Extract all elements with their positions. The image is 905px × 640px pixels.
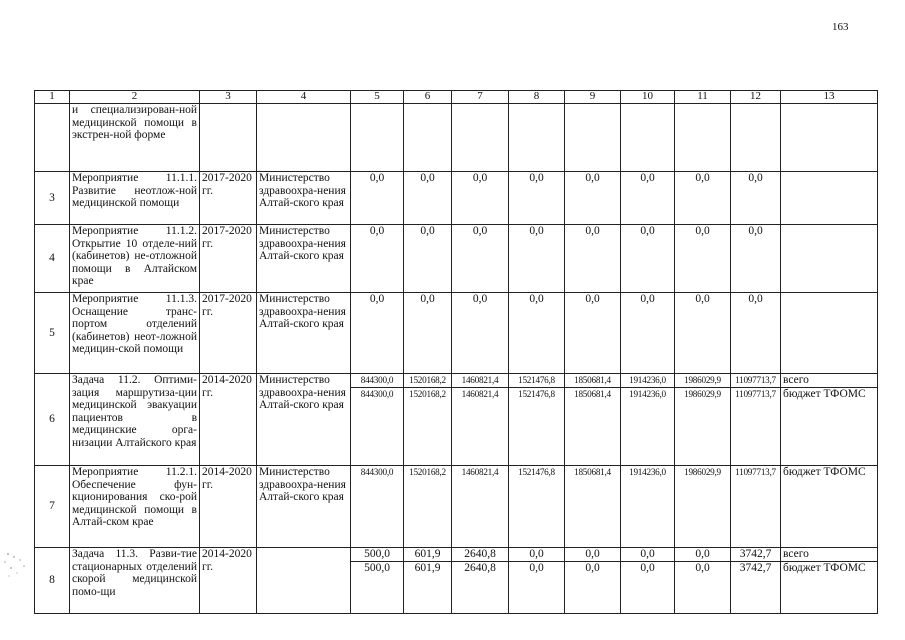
value-cell: 0,0 (731, 172, 781, 225)
value-tfoms: 1914236,0 (621, 387, 675, 401)
value-cell (509, 548, 565, 614)
header-row (35, 91, 878, 104)
value-cell: 0,0 (565, 293, 621, 374)
row-title: и специализирован-ной медицинской помощи в экстрен-ной форме (70, 104, 200, 172)
row-number: 8 (35, 548, 70, 614)
value-cell (351, 548, 404, 614)
header-cell: 9 (565, 91, 621, 104)
value-total: 1986029,9 (684, 375, 721, 385)
row-executor: Министерство здравоохра-нения Алтай-ского края (257, 172, 351, 225)
value-cell (675, 548, 731, 614)
value-tfoms: 0,0 (509, 561, 564, 575)
value-cell: 1521476,8 (509, 466, 565, 548)
value-cell: 0,0 (509, 293, 565, 374)
value-cell: 1914236,0 (621, 466, 675, 548)
value-total: 3742,7 (739, 548, 772, 560)
value-cell: 1460821,4 (452, 466, 509, 548)
header-cell: 11 (675, 91, 731, 104)
table-row (35, 172, 878, 225)
row-number (35, 104, 70, 172)
header-cell: 7 (452, 91, 509, 104)
row-title: Мероприятие 11.1.2. Открытие 10 отделе-ний (кабинетов) не-отложной помощи в Алтайском крае (70, 225, 200, 293)
value-total: 1914236,0 (629, 375, 666, 385)
value-cell (351, 104, 404, 172)
header-cell: 2 (70, 91, 200, 104)
value-cell: 0,0 (509, 172, 565, 225)
row-title: Задача 11.3. Разви-тие стационарных отделений скорой медицинской помо-щи (70, 548, 200, 614)
row-title: Мероприятие 11.1.1. Развитие неотлож-ной медицинской помощи (70, 172, 200, 225)
source-cell (781, 374, 878, 466)
value-cell (452, 374, 509, 466)
row-number: 7 (35, 466, 70, 548)
value-tfoms: 11097713,7 (731, 387, 781, 401)
value-tfoms: 1520168,2 (404, 387, 452, 401)
row-executor: Министерство здравоохра-нения Алтай-ского края (257, 225, 351, 293)
row-number: 5 (35, 293, 70, 374)
value-tfoms: 844300,0 (351, 387, 404, 401)
row-period: 2014-2020 гг. (200, 374, 257, 466)
value-cell (509, 104, 565, 172)
header-cell: 3 (200, 91, 257, 104)
value-cell: 0,0 (404, 225, 452, 293)
value-total: 601,9 (414, 548, 441, 560)
value-total: 0,0 (695, 548, 710, 560)
value-cell (565, 104, 621, 172)
value-cell (565, 374, 621, 466)
value-total: 0,0 (529, 548, 544, 560)
value-cell: 0,0 (565, 225, 621, 293)
table-row (35, 466, 878, 548)
value-cell: 0,0 (404, 172, 452, 225)
row-executor (257, 548, 351, 614)
source-cell (781, 293, 878, 374)
value-cell (621, 548, 675, 614)
value-cell: 0,0 (675, 293, 731, 374)
row-title: Мероприятие 11.1.3. Оснащение транс-портом отделений (кабинетов) неот-ложной медицин-ской помощи (70, 293, 200, 374)
row-number: 3 (35, 172, 70, 225)
table-row (35, 548, 878, 614)
source-total: всего (783, 548, 809, 560)
value-cell (731, 548, 781, 614)
value-cell: 0,0 (351, 225, 404, 293)
value-total: 11097713,7 (735, 375, 776, 385)
value-total: 1460821,4 (461, 375, 499, 385)
value-tfoms: 1850681,4 (565, 387, 621, 401)
value-tfoms: 601,9 (404, 561, 451, 575)
header-cell: 10 (621, 91, 675, 104)
row-number: 6 (35, 374, 70, 466)
source-tfoms: бюджет ТФОМС (781, 561, 877, 575)
value-cell (675, 374, 731, 466)
value-cell: 0,0 (621, 172, 675, 225)
value-cell: 1986029,9 (675, 466, 731, 548)
row-title: Мероприятие 11.2.1. Обеспечение фун-кционирования ско-рой медицинской помощи в Алтай-ском крае (70, 466, 200, 548)
value-cell: 0,0 (621, 225, 675, 293)
row-period: 2017-2020 гг. (200, 293, 257, 374)
value-tfoms: 3742,7 (731, 561, 780, 575)
value-cell: 0,0 (351, 293, 404, 374)
table-row (35, 374, 878, 466)
source-total: всего (783, 374, 809, 386)
row-period: 2014-2020 гг. (200, 466, 257, 548)
table-row (35, 225, 878, 293)
row-period: 2014-2020 гг. (200, 548, 257, 614)
header-cell: 1 (35, 91, 70, 104)
value-tfoms: 0,0 (621, 561, 674, 575)
header-cell: 13 (781, 91, 878, 104)
value-cell: 0,0 (621, 293, 675, 374)
value-total: 1520168,2 (409, 375, 446, 385)
value-total: 2640,8 (464, 548, 496, 560)
value-cell (565, 548, 621, 614)
value-cell: 0,0 (452, 225, 509, 293)
row-period (200, 104, 257, 172)
value-cell (404, 104, 452, 172)
value-cell: 1850681,4 (565, 466, 621, 548)
value-cell (731, 104, 781, 172)
value-tfoms: 0,0 (565, 561, 620, 575)
page-number: 163 (832, 21, 849, 33)
value-tfoms: 0,0 (675, 561, 730, 575)
table-row (35, 293, 878, 374)
value-cell (452, 104, 509, 172)
scan-speck-mark (0, 548, 30, 588)
value-cell (404, 374, 452, 466)
value-cell: 0,0 (351, 172, 404, 225)
value-total: 500,0 (364, 548, 390, 560)
source-cell (781, 104, 878, 172)
source-cell (781, 225, 878, 293)
value-total: 844300,0 (360, 375, 394, 385)
header-cell: 4 (257, 91, 351, 104)
value-cell: 0,0 (452, 172, 509, 225)
value-total: 0,0 (640, 548, 655, 560)
header-cell: 5 (351, 91, 404, 104)
row-period: 2017-2020 гг. (200, 172, 257, 225)
header-cell: 8 (509, 91, 565, 104)
source-cell: бюджет ТФОМС (781, 466, 878, 548)
value-total: 1521476,8 (518, 375, 555, 385)
value-cell: 0,0 (404, 293, 452, 374)
row-executor (257, 104, 351, 172)
value-cell: 1520168,2 (404, 466, 452, 548)
row-executor: Министерство здравоохра-нения Алтай-ского края (257, 466, 351, 548)
value-cell: 844300,0 (351, 466, 404, 548)
row-number: 4 (35, 225, 70, 293)
value-cell: 0,0 (452, 293, 509, 374)
row-title: Задача 11.2. Оптими-зация маршрутиза-ции медицинской эвакуации пациентов в медицинские орга-низации Алтайского края (70, 374, 200, 466)
funding-table (34, 90, 878, 614)
value-tfoms: 1460821,4 (452, 387, 509, 401)
value-tfoms: 1986029,9 (675, 387, 731, 401)
value-cell (452, 548, 509, 614)
source-tfoms: бюджет ТФОМС (781, 387, 877, 401)
value-cell: 0,0 (731, 293, 781, 374)
row-executor: Министерство здравоохра-нения Алтай-ского края (257, 293, 351, 374)
value-tfoms: 1521476,8 (509, 387, 565, 401)
value-cell: 11097713,7 (731, 466, 781, 548)
source-cell (781, 172, 878, 225)
value-tfoms: 2640,8 (452, 561, 508, 575)
value-total: 0,0 (585, 548, 600, 560)
value-cell: 0,0 (675, 172, 731, 225)
header-cell: 6 (404, 91, 452, 104)
row-period: 2017-2020 гг. (200, 225, 257, 293)
value-cell: 0,0 (565, 172, 621, 225)
value-cell: 0,0 (509, 225, 565, 293)
value-cell (621, 374, 675, 466)
source-cell (781, 548, 878, 614)
header-cell: 12 (731, 91, 781, 104)
value-tfoms: 500,0 (351, 561, 403, 575)
value-cell: 0,0 (731, 225, 781, 293)
value-cell: 0,0 (675, 225, 731, 293)
value-cell (351, 374, 404, 466)
value-cell (675, 104, 731, 172)
row-executor: Министерство здравоохра-нения Алтай-ского края (257, 374, 351, 466)
table-row (35, 104, 878, 172)
value-cell (621, 104, 675, 172)
value-cell (404, 548, 452, 614)
value-cell (731, 374, 781, 466)
value-total: 1850681,4 (574, 375, 611, 385)
value-cell (509, 374, 565, 466)
